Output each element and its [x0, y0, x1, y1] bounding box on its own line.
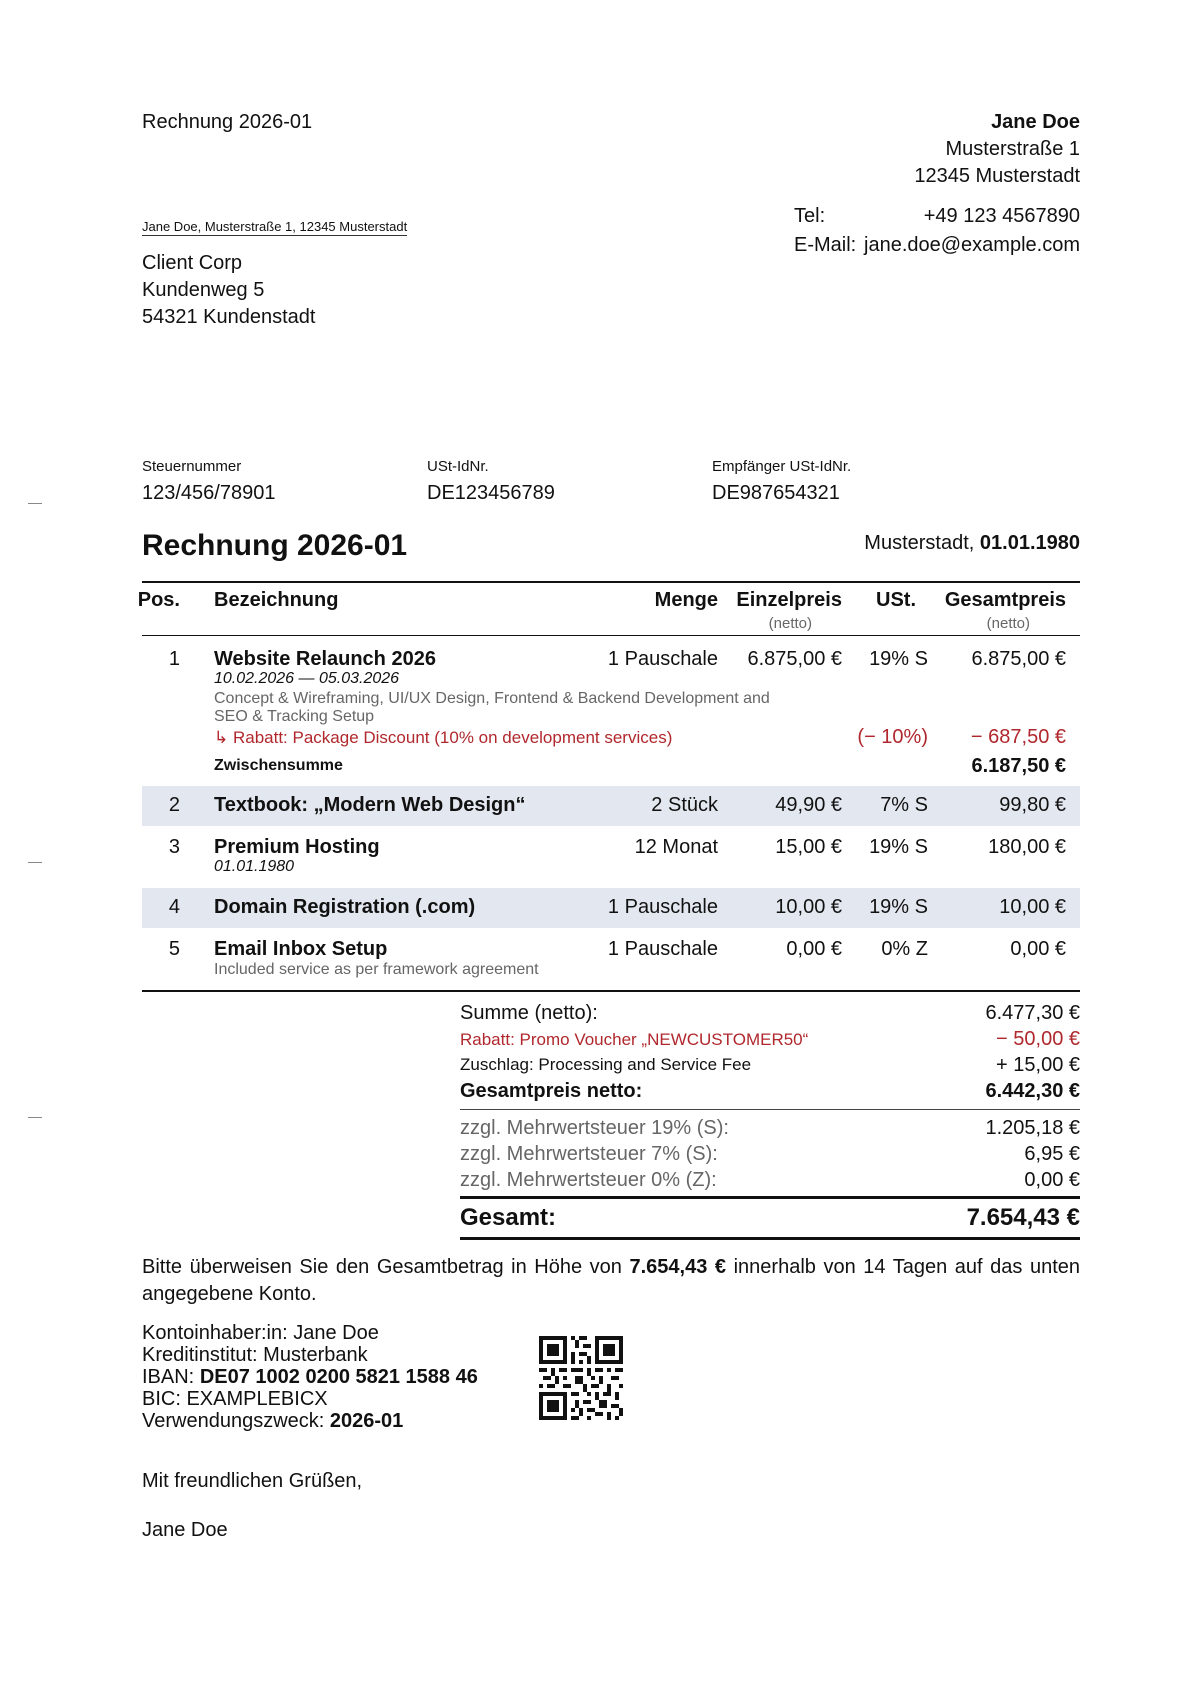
table-row	[142, 636, 1080, 786]
item-discount-value: − 687,50 €	[970, 726, 1066, 748]
contact-email	[794, 231, 1080, 260]
vat0-value: 0,00 €	[1024, 1169, 1080, 1191]
table-row	[142, 888, 1080, 928]
item-total: 10,00 €	[999, 896, 1066, 918]
item-description: Included service as per framework agreement	[214, 961, 539, 978]
recipient-city: 54321 Kundenstadt	[142, 306, 316, 328]
bank-details	[142, 1322, 478, 1432]
fold-mark-bottom	[28, 1117, 42, 1118]
vat-id-block	[427, 458, 555, 505]
grand-total-value: 7.654,43 €	[966, 1204, 1080, 1231]
invoice-title: Rechnung 2026-01	[142, 529, 408, 562]
email-label: E-Mail:	[794, 234, 857, 256]
punch-mark	[28, 862, 42, 863]
item-unit-price: 15,00 €	[775, 836, 842, 858]
vat19-row	[460, 1115, 1080, 1141]
payment-text-pre: Bitte überweisen Sie den Gesamtbetrag in Höhe von	[142, 1256, 622, 1278]
recipient-vat-id-block	[712, 458, 851, 505]
grand-total-label: Gesamt:	[460, 1204, 557, 1231]
item-unit-price: 6.875,00 €	[747, 648, 842, 670]
email-value: jane.doe@example.com	[864, 234, 1080, 256]
item-discount-label: ↳ Rabatt: Package Discount (10% on development services)	[214, 728, 673, 747]
sender-city: 12345 Musterstadt	[914, 165, 1080, 187]
item-quantity: 2 Stück	[651, 794, 718, 816]
item-dates: 01.01.1980	[214, 858, 295, 875]
vat-id-label: USt-IdNr.	[427, 458, 489, 475]
item-name: Premium Hosting	[214, 836, 380, 858]
signature-name: Jane Doe	[142, 1519, 228, 1541]
recipient-vat-id-value: DE987654321	[712, 482, 840, 504]
vat0-label: zzgl. Mehrwertsteuer 0% (Z):	[460, 1169, 717, 1191]
line-items-table	[137, 581, 1080, 992]
tax-number-block	[142, 458, 275, 505]
document-reference: Rechnung 2026-01	[142, 111, 313, 133]
iban-label: IBAN:	[142, 1366, 195, 1388]
item-name: Domain Registration (.com)	[214, 896, 476, 918]
item-unit-price: 49,90 €	[775, 794, 842, 816]
vat7-value: 6,95 €	[1024, 1143, 1080, 1165]
vat-id-value: DE123456789	[427, 482, 555, 504]
item-quantity: 1 Pauschale	[607, 896, 718, 918]
grand-total-row	[460, 1199, 1080, 1237]
purpose-value: 2026-01	[329, 1410, 404, 1432]
item-name: Website Relaunch 2026	[214, 648, 436, 670]
item-pos: 4	[168, 896, 180, 918]
vat7-label: zzgl. Mehrwertsteuer 7% (S):	[460, 1143, 718, 1165]
closing-greeting: Mit freundlichen Grüßen,	[142, 1470, 363, 1492]
vat0-row	[460, 1167, 1080, 1196]
total-net-row	[460, 1078, 1080, 1110]
header-description: Bezeichnung	[214, 589, 339, 611]
iban-value: DE07 1002 0200 5821 1588 46	[199, 1366, 478, 1388]
voucher-value: − 50,00 €	[996, 1028, 1080, 1050]
item-quantity: 1 Pauschale	[607, 938, 718, 960]
fold-mark-top	[28, 503, 42, 504]
item-unit-price: 0,00 €	[786, 938, 842, 960]
vat7-row	[460, 1141, 1080, 1167]
fee-row	[460, 1052, 1080, 1078]
voucher-label: Rabatt: Promo Voucher „NEWCUSTOMER50“	[460, 1030, 809, 1049]
header-unit-price-sub: (netto)	[768, 615, 812, 632]
net-sum-value: 6.477,30 €	[985, 1002, 1080, 1024]
bank-name: Kreditinstitut: Musterbank	[142, 1344, 368, 1366]
recipient-name: Client Corp	[142, 252, 243, 274]
header-total: Gesamtpreis	[944, 589, 1066, 611]
table-row	[142, 786, 1080, 826]
payment-qr-code	[539, 1336, 623, 1420]
total-net-label: Gesamtpreis netto:	[460, 1080, 643, 1102]
recipient-address	[142, 250, 316, 331]
phone-value: +49 123 4567890	[923, 205, 1080, 227]
item-total: 99,80 €	[999, 794, 1066, 816]
totals-block	[460, 1000, 1080, 1240]
sender-return-address: Jane Doe, Musterstraße 1, 12345 Musterstadt	[142, 219, 408, 234]
item-total: 180,00 €	[988, 836, 1066, 858]
payment-amount: 7.654,43 €	[629, 1256, 727, 1278]
recipient-street: Kundenweg 5	[142, 279, 265, 301]
table-row	[142, 928, 1080, 990]
purpose-line	[142, 1410, 478, 1432]
payment-instructions	[142, 1254, 1080, 1308]
item-description-cont: SEO & Tracking Setup	[214, 708, 375, 725]
contact-phone	[794, 202, 1080, 231]
contact-block	[794, 202, 1080, 260]
item-name: Textbook: „Modern Web Design“	[214, 794, 526, 816]
vat19-label: zzgl. Mehrwertsteuer 19% (S):	[460, 1117, 729, 1139]
item-unit-price: 10,00 €	[775, 896, 842, 918]
iban-line	[142, 1366, 478, 1388]
payment-text-post: innerhalb von 14 Tagen auf das unten angegebene Konto.	[142, 1256, 1081, 1305]
place-date	[864, 530, 1080, 557]
header-unit-price: Einzelpreis	[736, 589, 842, 611]
item-pos: 1	[168, 648, 180, 670]
item-description: Concept & Wireframing, UI/UX Design, Frontend & Backend Development and	[214, 690, 770, 707]
item-discount-percent: (− 10%)	[857, 726, 928, 748]
item-vat: 19% S	[869, 648, 928, 670]
sender-street: Musterstraße 1	[945, 138, 1080, 160]
tax-number-value: 123/456/78901	[142, 482, 276, 504]
item-vat: 0% Z	[881, 938, 928, 960]
purpose-label: Verwendungszweck:	[142, 1410, 325, 1432]
table-header	[137, 583, 1080, 635]
net-sum-row	[460, 1000, 1080, 1027]
fee-value: + 15,00 €	[996, 1054, 1080, 1076]
item-vat: 19% S	[869, 896, 928, 918]
item-pos: 2	[168, 794, 180, 816]
account-holder: Kontoinhaber:in: Jane Doe	[142, 1322, 379, 1344]
place: Musterstadt,	[864, 532, 975, 554]
header-quantity: Menge	[654, 589, 718, 611]
net-sum-label: Summe (netto):	[460, 1002, 598, 1024]
sender-block	[914, 109, 1080, 190]
sender-name: Jane Doe	[991, 111, 1080, 133]
table-row	[142, 826, 1080, 888]
item-subtotal-label: Zwischensumme	[214, 757, 343, 774]
item-pos: 5	[168, 938, 180, 960]
item-vat: 7% S	[880, 794, 928, 816]
vat19-value: 1.205,18 €	[985, 1117, 1080, 1139]
item-total: 0,00 €	[1010, 938, 1066, 960]
phone-label: Tel:	[794, 205, 826, 227]
item-vat: 19% S	[869, 836, 928, 858]
table-bottom-rule	[142, 990, 1080, 992]
item-quantity: 12 Monat	[634, 836, 718, 858]
bic: BIC: EXAMPLEBICX	[142, 1388, 328, 1410]
invoice-date: 01.01.1980	[979, 532, 1080, 554]
tax-number-label: Steuernummer	[142, 458, 242, 475]
item-pos: 3	[168, 836, 180, 858]
item-dates: 10.02.2026 — 05.03.2026	[214, 670, 400, 687]
header-vat: USt.	[876, 589, 916, 611]
item-quantity: 1 Pauschale	[607, 648, 718, 670]
header-pos: Pos.	[137, 589, 180, 611]
item-name: Email Inbox Setup	[214, 938, 388, 960]
item-total: 6.875,00 €	[971, 648, 1066, 670]
header-total-sub: (netto)	[986, 615, 1030, 632]
voucher-row	[460, 1027, 1080, 1052]
recipient-vat-id-label: Empfänger USt-IdNr.	[712, 458, 852, 475]
total-net-value: 6.442,30 €	[985, 1080, 1080, 1102]
grand-total-bottom-rule	[460, 1237, 1080, 1240]
item-subtotal-value: 6.187,50 €	[971, 755, 1066, 777]
fee-label: Zuschlag: Processing and Service Fee	[460, 1055, 752, 1074]
